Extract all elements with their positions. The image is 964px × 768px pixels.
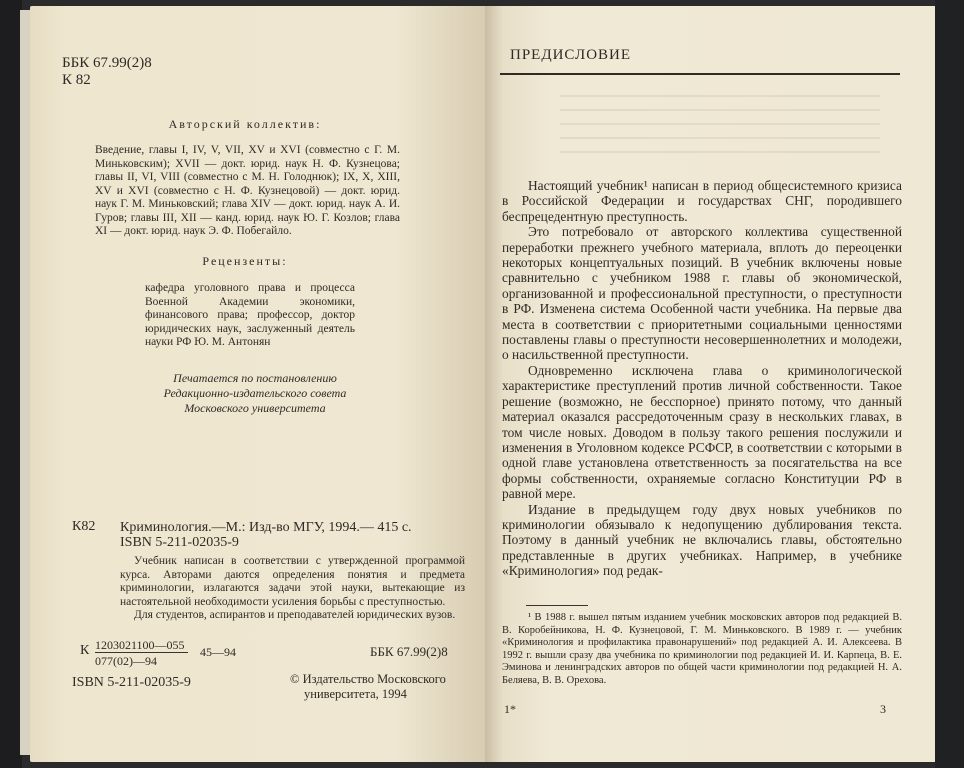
body-paragraph: Издание в предыдущем году двух новых учебников по криминологии обязывало к недопущению дублирования текста. Поэтому в данный учебник не включались главы, обстоятельно представленные в других учебниках. Например, в учебнике «Криминология» под редак- [502, 501, 902, 579]
authors-heading: Авторский коллектив: [168, 117, 322, 131]
copyright-line: университета, 1994 [304, 687, 407, 701]
imprint-line: Московского университета [184, 401, 326, 415]
reviewers-heading: Рецензенты: [202, 254, 288, 268]
k-code: К 82 [62, 72, 91, 88]
annotation-paragraph: Для студентов, аспирантов и преподавателей юридических вузов. [134, 609, 456, 621]
book-cover-right-edge [935, 0, 964, 768]
footnote-text: ¹ В 1988 г. вышел пятым изданием учебник московских авторов под редакцией В. В. Коробейникова, Н. Ф. Кузнецовой, Г. М. Миньковского. В 1989 г. — учебник «Криминология и профилактика правонарушений» под редакцией А. И. Алексеева. В 1992 г. вышли сразу два учебника по криминологии под редакцией И. И. Карпеца, В. Е. Эминова и ленинградских авторов по общей части криминологии под редакцией Н. А. Беляева, В. В. Орехова. [502, 612, 902, 686]
bbk-code: ББК 67.99(2)8 К 82 [62, 55, 152, 88]
page-number: 3 [880, 702, 886, 716]
book-annotation [120, 555, 465, 623]
show-through-text [560, 95, 880, 155]
body-paragraph: Это потребовало от авторского коллектива существенной переработки прежнего учебного материала, вплоть до переоценки некоторых концептуальных позиций. В учебник включены новые сравнительно с учебником 1988 г. главы об экономической, организованной и профессиональной преступности, о преступности в РФ. Изменена система Особенной части учебника. На первые два места в соответствии с приоритетными социальными ценностями поставлены главы о преступности несовершеннолетних и молодежи, о насильственной преступности. [502, 224, 902, 363]
catalog-k-code: К82 [72, 519, 96, 534]
code-k-letter: К [80, 643, 90, 658]
imprint-note [120, 371, 390, 416]
copyright-notice [290, 672, 470, 702]
body-paragraph: Настоящий учебник¹ написан в период общесистемного кризиса в Российской Федерации и государствах СНГ, породившего беспрецедентную преступность. [502, 178, 902, 224]
code-denominator: 077(02)—94 [95, 654, 157, 668]
isbn-bottom: ISBN 5-211-02035-9 [72, 675, 191, 690]
signature-mark: 1* [504, 702, 516, 716]
bbk-code-bottom: ББК 67.99(2)8 [370, 644, 448, 659]
reviewers-list: кафедра уголовного права и процесса Военной Академии экономики, финансового права; профессор, доктор юридических наук, заслуженный деятель науки РФ Ю. М. Антонян [145, 282, 355, 348]
copyright-line: © Издательство Московского [290, 672, 446, 686]
isbn-entry: ISBN 5-211-02035-9 [120, 535, 239, 550]
code-year: 45—94 [200, 645, 236, 659]
imprint-line: Редакционно-издательского совета [163, 386, 347, 400]
authors-list: Введение, главы I, IV, V, VII, XV и XVI (совместно с Г. М. Миньковским); XVII — докт. юрид. наук Н. Ф. Кузнецова; главы II, VI, VIII (совместно с М. Н. Голоднюк); IX, X, XIII, XV и XVI (совместно с Н. Ф. Кузнецовой) — докт. юрид. наук Г. М. Миньковский; глава XIV — докт. юрид. наук А. И. Гуров; главы III, XII — канд. юрид. наук Ю. Г. Козлов; глава XI — докт. юрид. наук Э. Ф. Побегайло. [95, 144, 400, 237]
code-numerator: 1203021100—055 [95, 638, 185, 652]
book-cover-left-edge [0, 0, 22, 768]
book-title-entry: Криминология.—М.: Изд-во МГУ, 1994.— 415 с. [120, 520, 412, 535]
code-fraction-line [95, 652, 188, 653]
imprint-line: Печатается по постановлению [173, 371, 337, 385]
heading-rule [500, 73, 900, 75]
annotation-paragraph: Учебник написан в соответствии с утвержденной программой курса. Авторами даются определения понятия и предмета криминологии, излагаются задачи этой науки, вытекающие из настоятельной необходимости усиления борьбы с преступностью. [120, 555, 465, 608]
body-paragraph: Одновременно исключена глава о криминологической характеристике преступлений против личной собственности. Такое решение (возможно, не бесспорное) принято потому, что данный материал оказался рассредоточенным сразу в нескольких главах, в том числе новых. Доводом в пользу такого решения послужили и изменения в Уголовном кодексе РСФСР, в соответствии с которыми в одной главе установлена ответственность за посягательства на все формы собственности, охраняемые согласно Конституции РФ в равной мере. [502, 362, 902, 502]
preface-body [502, 178, 902, 579]
footnote-rule [526, 605, 588, 606]
footnote [502, 612, 902, 688]
page-heading: ПРЕДИСЛОВИЕ [510, 47, 632, 63]
